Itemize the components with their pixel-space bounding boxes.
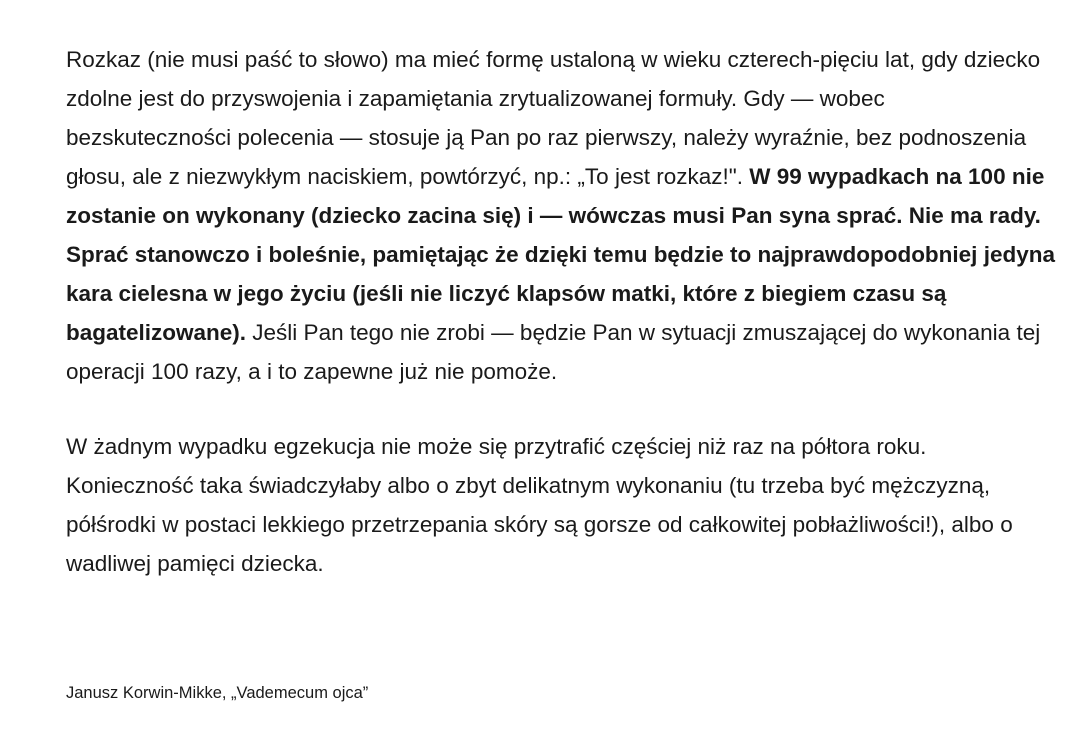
paragraph-1: [66, 40, 1056, 391]
paragraph-1-tail: Jeśli Pan tego nie zrobi — będzie Pan w sytuacji zmuszającej do wykonania tej operacji 100 razy, a i to zapewne już nie pomoże.: [66, 320, 1041, 384]
paragraph-spacer: [66, 391, 1056, 427]
paragraph-2: W żadnym wypadku egzekucja nie może się przytrafić częściej niż raz na półtora roku. Konieczność taka świadczyłaby albo o zbyt delikatnym wykonaniu (tu trzeba być mężczyzną, półśrodki w postaci lekkiego przetrzepania skóry są gorsze od całkowitej pobłażliwości!), albo o wadliwej pamięci dziecka.: [66, 434, 1013, 576]
quote-body: [66, 40, 1056, 583]
source-attribution: Janusz Korwin-Mikke, „Vademecum ojca”: [66, 684, 369, 702]
paragraph-1-lead: Rozkaz (nie musi paść to słowo) ma mieć formę ustaloną w wieku czterech-pięciu lat, gdy dziecko zdolne jest do przyswojenia i zapamiętania zrytualizowanej formuły. Gdy — wobec bezskuteczności polecenia — stosuje ją Pan po raz pierwszy, należy wyraźnie, bez podnoszenia głosu, ale z niezwykłym naciskiem, powtórzyć, np.: „To jest rozkaz!".: [66, 47, 1041, 189]
paragraph-1-emphasis: W 99 wypadkach na 100 nie zostanie on wykonany (dziecko zacina się) i — wówczas musi Pan syna sprać. Nie ma rady. Sprać stanowczo i boleśnie, pamiętając że dzięki temu będzie to najprawdopodobniej jedyna kara cielesna w jego życiu (jeśli nie liczyć klapsów matki, które z biegiem czasu są bagatelizowane).: [66, 164, 1055, 345]
